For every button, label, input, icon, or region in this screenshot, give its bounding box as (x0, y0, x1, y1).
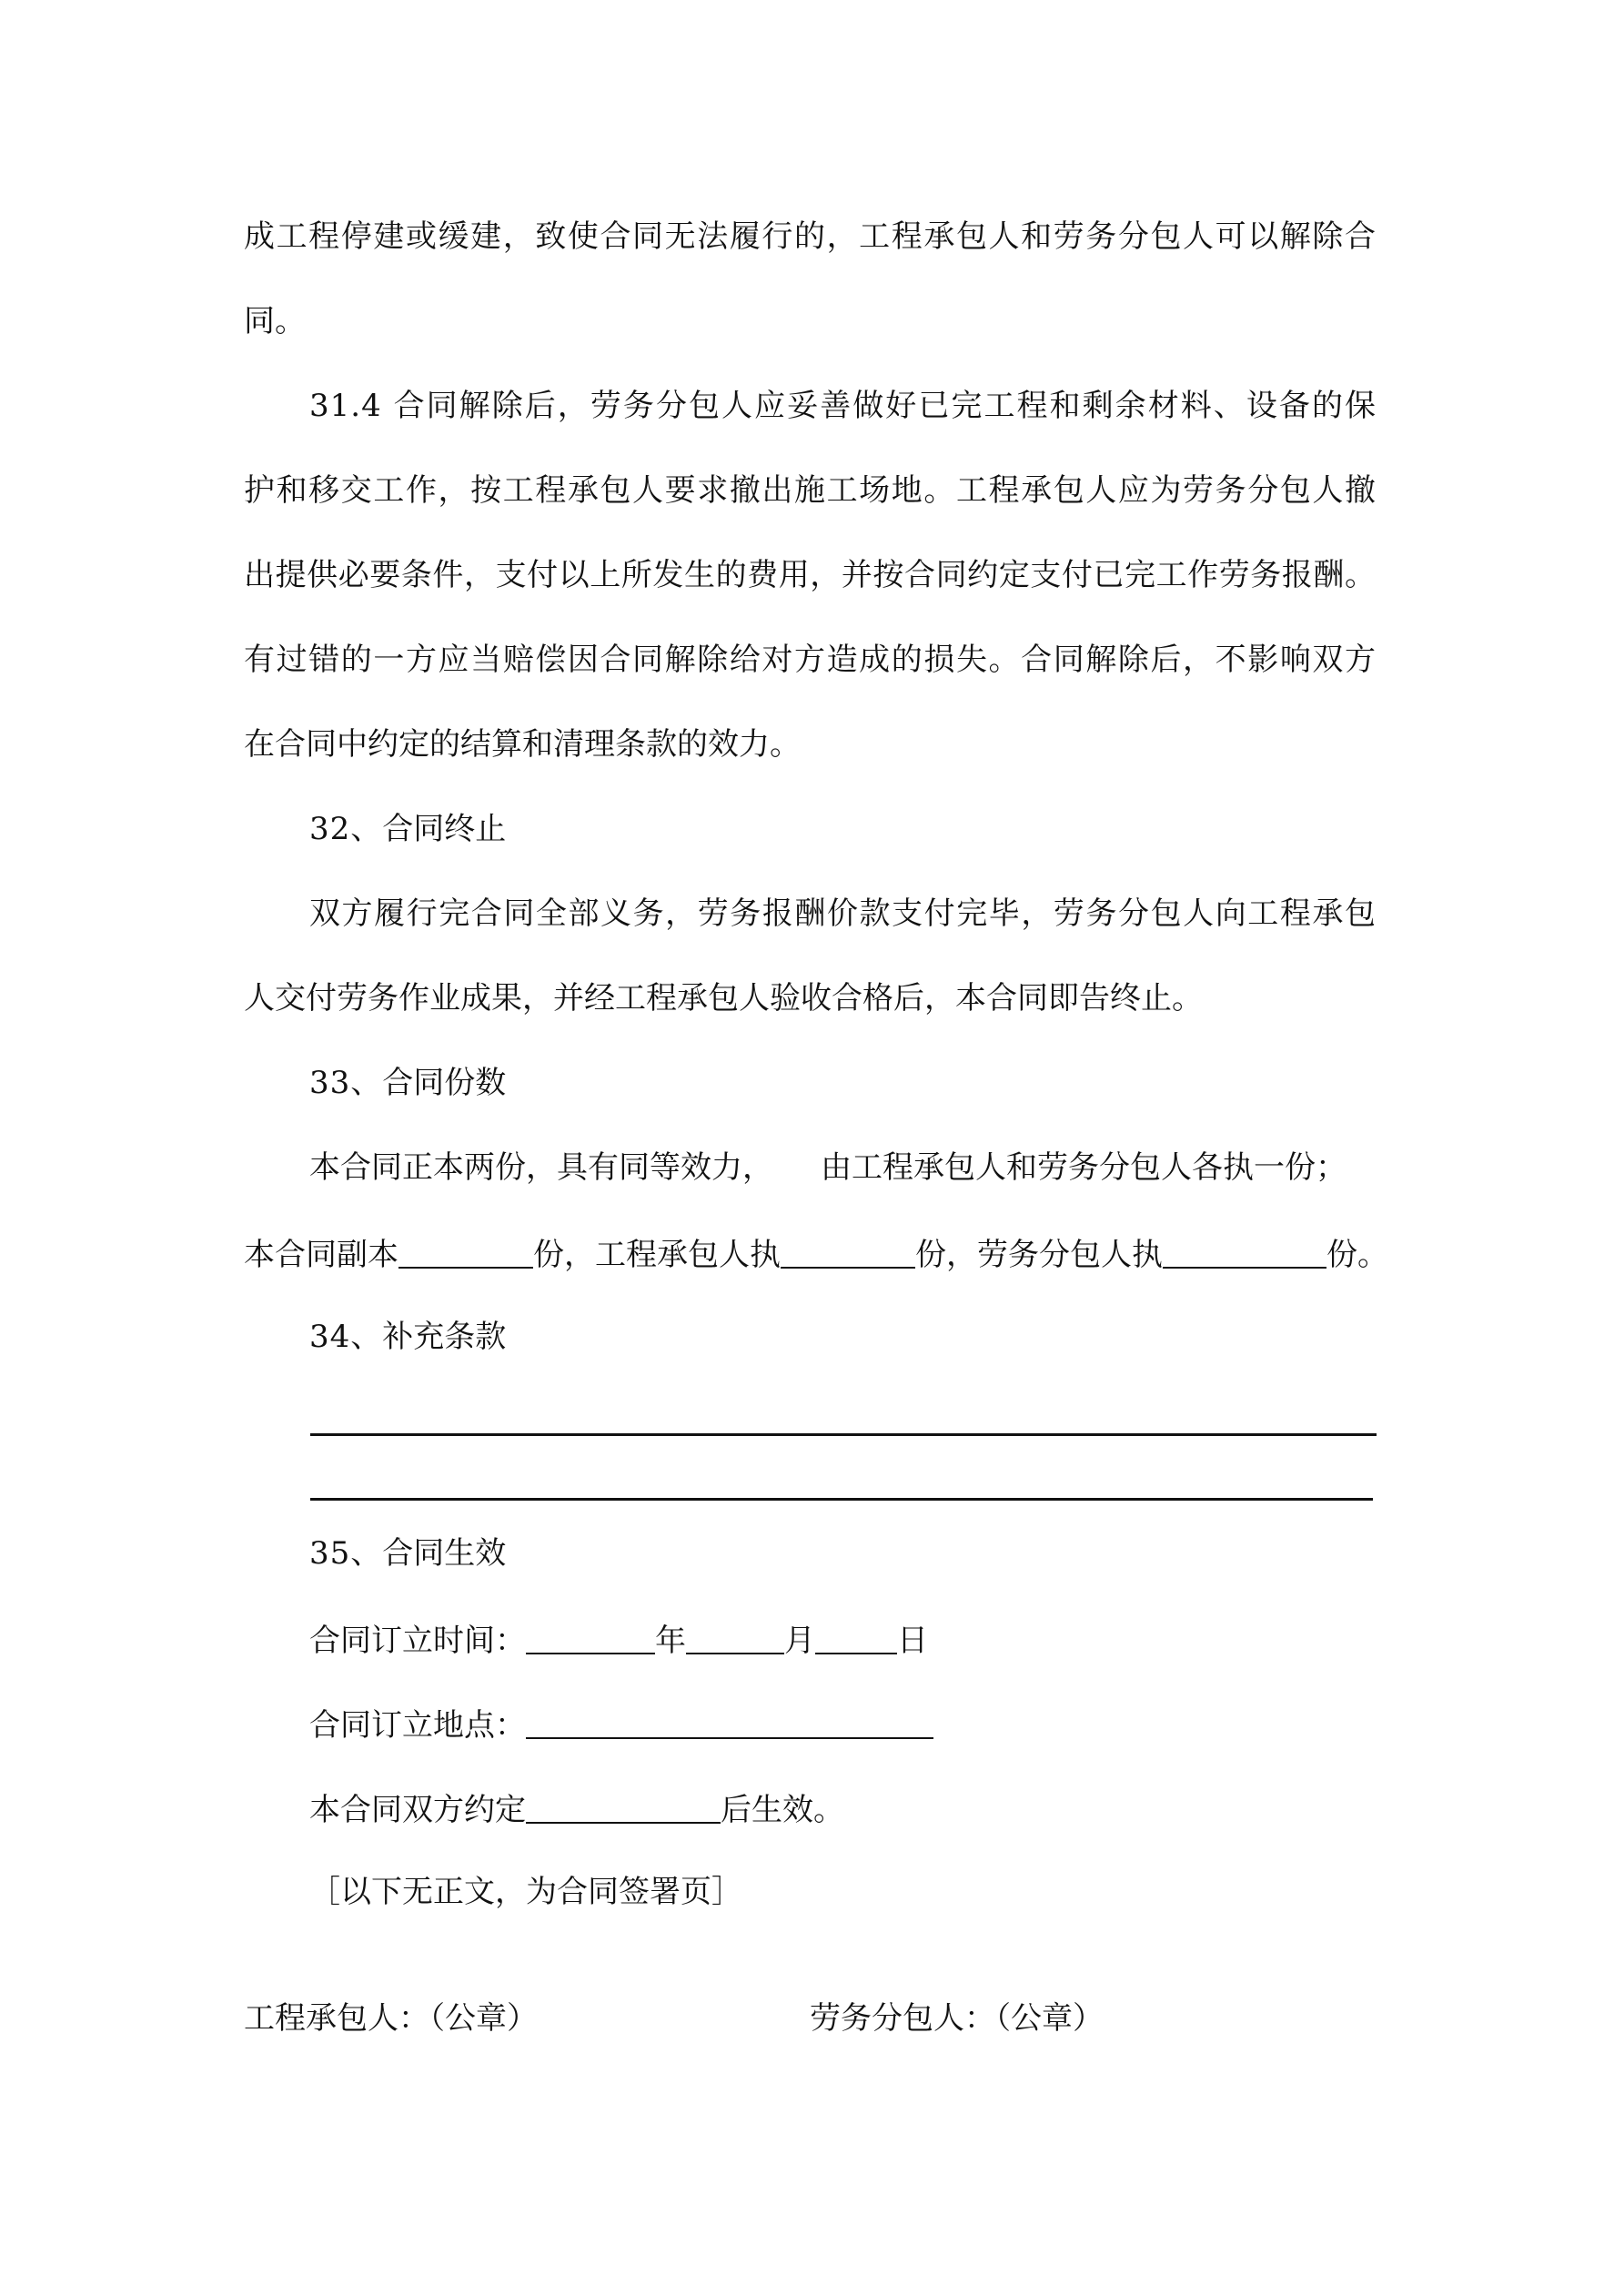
label: 份。 (1326, 1237, 1388, 1273)
date-label: 合同订立时间： (309, 1623, 526, 1659)
place-label: 合同订立地点： (309, 1707, 526, 1744)
day-blank-field[interactable] (815, 1622, 897, 1654)
effective-suffix: 后生效。 (721, 1792, 844, 1828)
paragraph-line: 护和移交工作，按工程承包人要求撤出施工场地。工程承包人应为劳务分包人撤 (244, 472, 1376, 509)
contractor-seal-label: 工程承包人：（公章） (244, 2000, 538, 2037)
paragraph-line: 有过错的一方应当赔偿因合同解除给对方造成的损失。合同解除后，不影响双方 (244, 642, 1376, 678)
clause-35-heading (309, 1533, 1376, 1573)
year-label: 年 (655, 1623, 686, 1659)
paragraph-line: 双方履行完合同全部义务，劳务报酬价款支付完毕，劳务分包人向工程承包 (309, 895, 1376, 932)
label: 本合同副本 (244, 1237, 398, 1273)
month-label: 月 (784, 1623, 815, 1659)
paragraph-text: 由工程承包人和劳务分包人各执一份； (821, 1149, 1347, 1186)
supplementary-fill-line-2[interactable] (310, 1498, 1373, 1501)
effective-condition-blank-field[interactable] (526, 1791, 721, 1824)
clause-text: 合同解除后，劳务分包人应妥善做好已完工程和剩余材料、设备的保 (393, 388, 1376, 424)
signing-date-row (309, 1618, 1376, 1661)
effective-prefix: 本合同双方约定 (309, 1792, 526, 1828)
clause-32-heading (309, 809, 1376, 849)
day-label: 日 (897, 1623, 928, 1659)
clause-33-line-2 (244, 1232, 1388, 1275)
clause-number: 32、 (309, 811, 383, 847)
paragraph-text: 本合同正本两份，具有同等效力， (309, 1149, 773, 1186)
clause-33-heading (309, 1063, 1376, 1103)
clause-number: 34、 (309, 1319, 383, 1355)
clause-heading: 合同终止 (382, 811, 507, 847)
signing-place-row (309, 1703, 1376, 1745)
effective-condition-row (309, 1787, 1376, 1830)
place-blank-field[interactable] (526, 1706, 933, 1739)
paragraph-line: 出提供必要条件，支付以上所发生的费用，并按合同约定支付已完工作劳务报酬。 (244, 557, 1376, 593)
paragraph-line: 人交付劳务作业成果，并经工程承包人验收合格后，本合同即告终止。 (244, 980, 1203, 1017)
copies-blank-field[interactable] (398, 1236, 533, 1269)
clause-number: 33、 (309, 1065, 383, 1101)
clause-number: 35、 (309, 1535, 383, 1572)
supplementary-fill-line-1[interactable] (310, 1433, 1377, 1436)
month-blank-field[interactable] (686, 1622, 784, 1654)
end-of-text-note: ［以下无正文，为合同签署页］ (309, 1874, 742, 1910)
clause-34-heading (309, 1317, 1376, 1357)
contractor-copies-blank-field[interactable] (781, 1236, 915, 1269)
subcontractor-seal-label: 劳务分包人：（公章） (810, 2000, 1104, 2037)
subcontractor-copies-blank-field[interactable] (1163, 1236, 1326, 1269)
clause-31-4-line-1 (309, 386, 1376, 426)
clause-number: 31.4 (309, 388, 382, 424)
clause-heading: 补充条款 (382, 1319, 507, 1355)
year-blank-field[interactable] (526, 1622, 655, 1654)
label: 份，工程承包人执 (533, 1237, 781, 1273)
clause-heading: 合同份数 (382, 1065, 507, 1101)
paragraph-line: 在合同中约定的结算和清理条款的效力。 (244, 726, 801, 763)
paragraph-line: 同。 (244, 303, 306, 339)
clause-33-line-1 (309, 1148, 1376, 1188)
clause-heading: 合同生效 (382, 1535, 507, 1572)
label: 份，劳务分包人执 (915, 1237, 1163, 1273)
paragraph-line: 成工程停建或缓建，致使合同无法履行的，工程承包人和劳务分包人可以解除合 (244, 218, 1376, 255)
